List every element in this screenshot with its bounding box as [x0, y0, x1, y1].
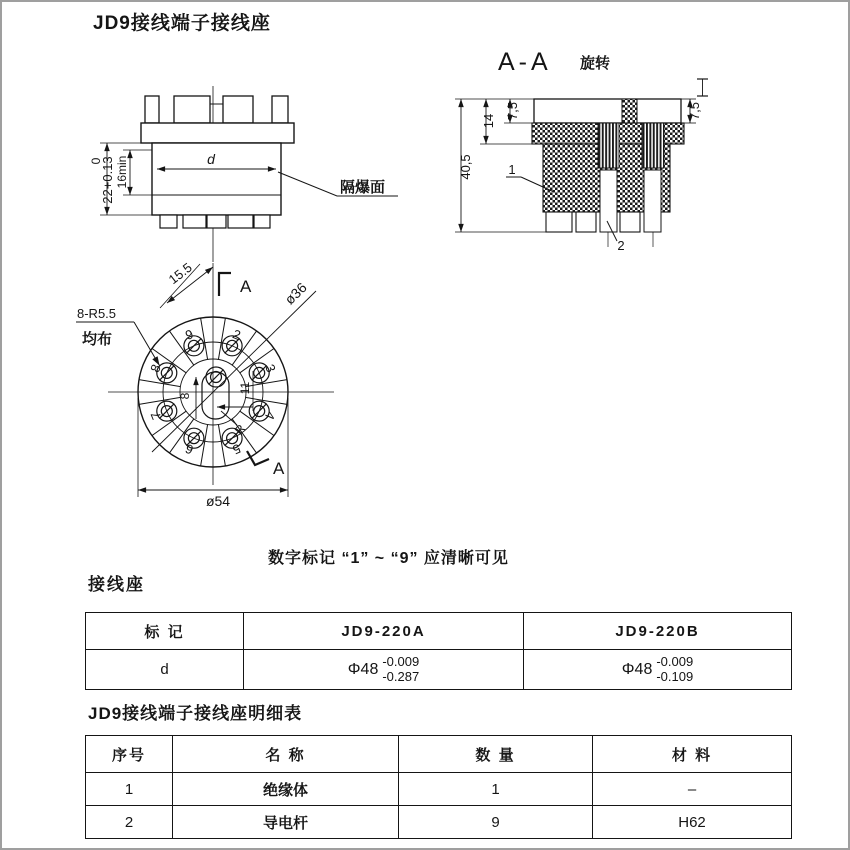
page-title: JD9接线端子接线座: [93, 13, 271, 34]
pin-number: 2: [230, 326, 243, 343]
parts-header-name: 名 称: [173, 736, 399, 773]
section-title: A-A: [498, 48, 552, 76]
pin-number: 5: [230, 440, 243, 458]
dim-flange-right-label: 7,5: [687, 101, 702, 121]
section-mark-top-label: A: [240, 277, 252, 296]
parts-header-no: 序号: [86, 736, 173, 773]
diameter-base: Φ48: [347, 660, 379, 678]
dim-key-slot-label: 8: [178, 392, 192, 400]
part-material: –: [593, 773, 792, 806]
dim-depth-label: 16min: [115, 155, 129, 189]
marking-value-b: [524, 650, 792, 690]
part-material: H62: [593, 806, 792, 839]
part-no: 1: [86, 773, 173, 806]
radius-callout-label: R: [231, 421, 249, 438]
parts-header-material: 材 料: [593, 736, 792, 773]
diameter-base: Φ48: [621, 660, 653, 678]
table1-heading: 接线座: [88, 575, 145, 594]
tolerance-upper: -0.009: [656, 653, 694, 669]
dim-total-height-label: 40,5: [458, 154, 473, 180]
dim-flange-left-label: 7,5: [505, 101, 520, 121]
hole-callout-note-label: 均布: [82, 331, 113, 348]
dim-height-upper-label: 0: [89, 157, 103, 165]
section-view: [455, 48, 708, 253]
dim-bore-label: d: [207, 151, 215, 167]
pin-number: 4: [261, 409, 279, 422]
pin-number: 8: [147, 362, 164, 375]
circular-view: [76, 260, 334, 509]
part-2-callout: 2: [617, 238, 625, 253]
section-mark-bottom-label: A: [273, 459, 285, 478]
pin-number: 7: [147, 409, 165, 422]
front-view: [89, 86, 398, 262]
marking-value-a: [244, 650, 524, 690]
parts-list-table: [85, 735, 792, 839]
section-title-suffix: 旋转: [580, 55, 611, 72]
part-name: 绝缘体: [173, 773, 399, 806]
parts-header-qty: 数 量: [399, 736, 593, 773]
pin-number: 6: [183, 440, 196, 458]
pin-number: 9: [183, 326, 196, 343]
dim-outer-label: ø54: [205, 493, 231, 509]
part-name: 导电杆: [173, 806, 399, 839]
dim-key-width-label: 11: [238, 381, 252, 395]
marking-table-header-a: JD9-220A: [244, 613, 524, 650]
part-qty: 9: [399, 806, 593, 839]
dim-height-label: 22+0.13: [100, 156, 115, 204]
table-row: [86, 806, 792, 839]
table2-heading: JD9接线端子接线座明细表: [88, 704, 303, 723]
tolerance-lower: -0.287: [382, 668, 420, 684]
inspection-note: 数字标记 “1” ~ “9” 应清晰可见: [268, 550, 509, 567]
part-no: 2: [86, 806, 173, 839]
tolerance-upper: -0.009: [382, 653, 420, 669]
marking-table: [85, 612, 792, 690]
table-row: [86, 650, 792, 690]
marking-table-header-b: JD9-220B: [524, 613, 792, 650]
part-qty: 1: [399, 773, 593, 806]
hole-callout-label: 8-R5.5: [77, 306, 117, 321]
dim-pin-offset-label: 15.5: [165, 259, 195, 288]
tolerance-lower: -0.109: [656, 668, 694, 684]
marking-row-label: d: [86, 650, 244, 690]
part-1-callout: 1: [508, 162, 516, 177]
pin-number: 3: [262, 362, 279, 375]
flameproof-face-label: 隔爆面: [340, 179, 386, 196]
dim-bolt-circle-label: ø36: [281, 279, 310, 308]
marking-table-header-mark: 标 记: [86, 613, 244, 650]
table-row: [86, 773, 792, 806]
dim-insulator-top-label: 14: [481, 113, 496, 129]
